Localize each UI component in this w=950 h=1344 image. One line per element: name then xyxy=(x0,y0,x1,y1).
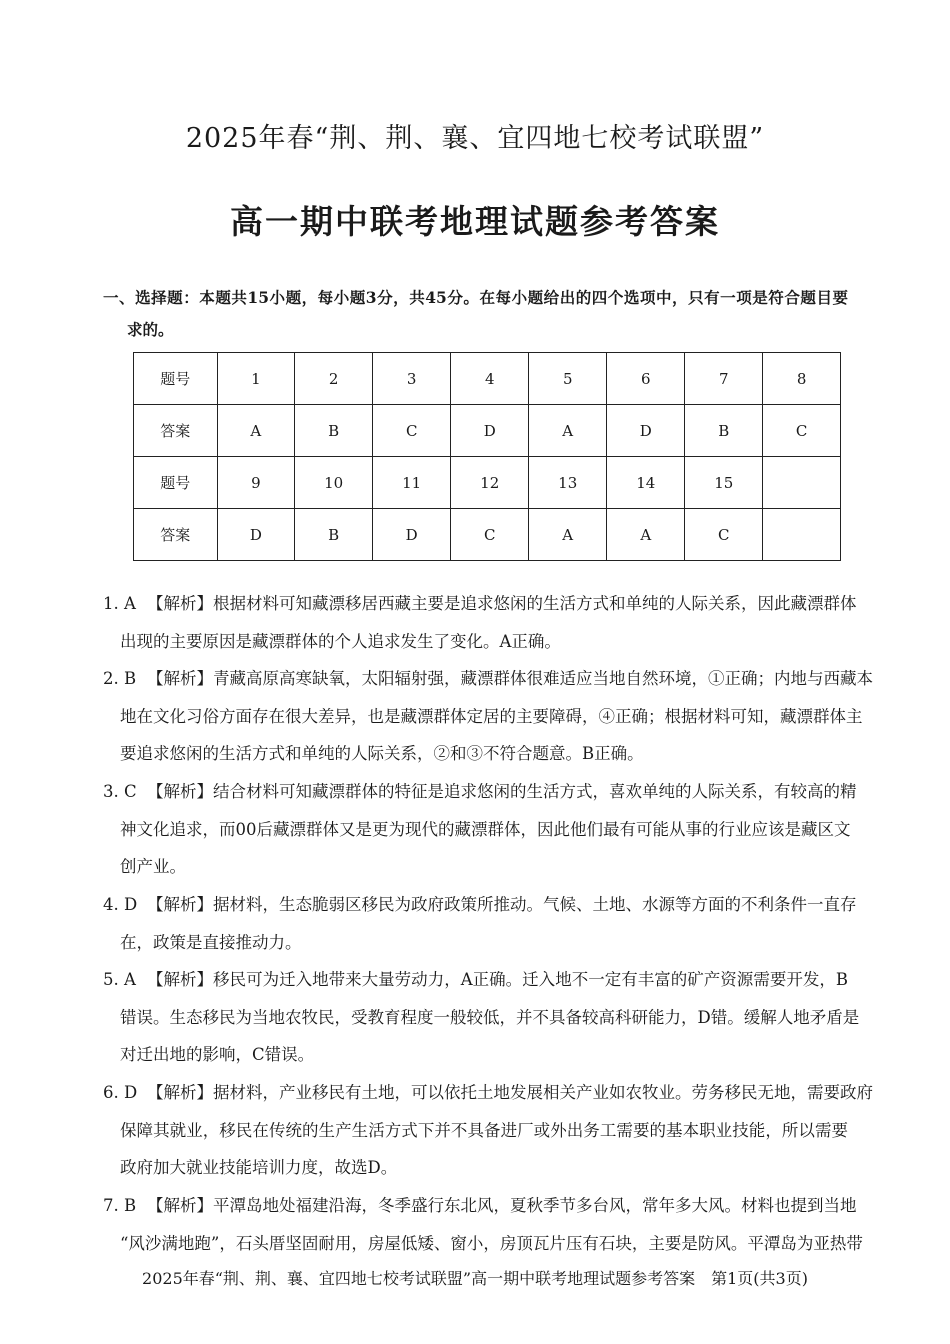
table-cell: 10 xyxy=(295,457,373,509)
explanation-text: 【解析】结合材料可知藏漂群体的特征是追求悠闲的生活方式，喜欢单纯的人际关系，有较高的精 xyxy=(147,782,857,801)
explanation-line xyxy=(103,886,857,924)
explanation-line xyxy=(103,660,873,698)
table-cell: 7 xyxy=(685,353,763,405)
table-cell: B xyxy=(295,509,373,561)
row-header-cell: 答案 xyxy=(134,509,218,561)
table-row xyxy=(134,509,841,561)
question-number: 6. D xyxy=(103,1083,138,1102)
section-heading-line1: 一、选择题：本题共15小题，每小题3分，共45分。在每小题给出的四个选项中，只有一项是符合题目要 xyxy=(103,288,848,307)
document-title: 高一期中联考地理试题参考答案 xyxy=(230,202,720,241)
page-footer: 2025年春“荆、荆、襄、宜四地七校考试联盟”高一期中联考地理试题参考答案 第1页(共3页) xyxy=(142,1269,808,1288)
table-row xyxy=(134,405,841,457)
question-number: 3. C xyxy=(103,782,137,801)
table-cell: C xyxy=(763,405,841,457)
answer-explanation xyxy=(103,773,857,886)
explanation-line xyxy=(103,1074,873,1112)
explanation-text: 【解析】据材料，生态脆弱区移民为政府政策所推动。气候、土地、水源等方面的不利条件一直存 xyxy=(147,895,857,914)
table-cell: 11 xyxy=(373,457,451,509)
table-cell: 12 xyxy=(451,457,529,509)
answer-explanation xyxy=(103,1074,873,1187)
explanation-text: 【解析】根据材料可知藏漂移居西藏主要是追求悠闲的生活方式和单纯的人际关系，因此藏漂群体 xyxy=(147,594,857,613)
table-cell: A xyxy=(607,509,685,561)
question-number: 2. B xyxy=(103,669,137,688)
section-heading xyxy=(103,282,848,346)
answer-explanation xyxy=(103,660,873,773)
table-cell: B xyxy=(685,405,763,457)
explanation-text: 【解析】平潭岛地处福建沿海，冬季盛行东北风，夏秋季节多台风，常年多大风。材料也提到当地 xyxy=(147,1196,857,1215)
table-cell: 5 xyxy=(529,353,607,405)
question-number: 1. A xyxy=(103,594,136,613)
table-cell: A xyxy=(529,509,607,561)
table-cell: C xyxy=(373,405,451,457)
explanation-line xyxy=(103,773,857,811)
table-cell: D xyxy=(607,405,685,457)
answer-explanation xyxy=(103,585,857,660)
explanation-line: 要追求悠闲的生活方式和单纯的人际关系，②和③不符合题意。B正确。 xyxy=(120,744,644,764)
table-cell: 6 xyxy=(607,353,685,405)
table-row xyxy=(134,353,841,405)
explanation-line: 保障其就业，移民在传统的生产生活方式下并不具备进厂或外出务工需要的基本职业技能，所以需要 xyxy=(120,1120,848,1140)
row-header-cell: 题号 xyxy=(134,353,218,405)
question-number: 7. B xyxy=(103,1196,137,1215)
table-cell: B xyxy=(295,405,373,457)
explanation-text: 【解析】青藏高原高寒缺氧，太阳辐射强，藏漂群体很难适应当地自然环境，①正确；内地与西藏本 xyxy=(147,669,873,688)
explanation-line xyxy=(103,1187,857,1225)
table-cell: 1 xyxy=(217,353,295,405)
table-cell: A xyxy=(529,405,607,457)
table-cell: 9 xyxy=(217,457,295,509)
table-cell: D xyxy=(451,405,529,457)
section-heading-line2: 求的。 xyxy=(127,320,174,339)
table-cell: 14 xyxy=(607,457,685,509)
answer-explanation xyxy=(103,961,860,1074)
explanation-text: 【解析】移民可为迁入地带来大量劳动力，A正确。迁入地不一定有丰富的矿产资源需要开发，B xyxy=(147,970,848,989)
table-cell: 2 xyxy=(295,353,373,405)
table-cell: D xyxy=(217,509,295,561)
table-cell: C xyxy=(451,509,529,561)
explanation-line: 地在文化习俗方面存在很大差异，也是藏漂群体定居的主要障碍，④正确；根据材料可知，藏漂群体主 xyxy=(120,706,863,726)
table-row xyxy=(134,457,841,509)
explanation-line: 出现的主要原因是藏漂群体的个人追求发生了变化。A正确。 xyxy=(120,631,561,651)
table-cell xyxy=(763,509,841,561)
table-cell: 15 xyxy=(685,457,763,509)
explanation-line: 创产业。 xyxy=(120,857,186,877)
explanation-line xyxy=(103,961,848,999)
table-cell: 3 xyxy=(373,353,451,405)
table-cell: 13 xyxy=(529,457,607,509)
explanation-line: 政府加大就业技能培训力度，故选D。 xyxy=(120,1158,398,1178)
row-header-cell: 答案 xyxy=(134,405,218,457)
table-cell: 4 xyxy=(451,353,529,405)
question-number: 4. D xyxy=(103,895,138,914)
explanation-line: 神文化追求，而00后藏漂群体又是更为现代的藏漂群体，因此他们最有可能从事的行业应该是藏区文 xyxy=(120,819,851,839)
table-cell xyxy=(763,457,841,509)
answer-explanation xyxy=(103,1187,863,1262)
table-cell: C xyxy=(685,509,763,561)
answer-table xyxy=(133,352,841,561)
question-number: 5. A xyxy=(103,970,136,989)
exam-alliance-title: 2025年春“荆、荆、襄、宜四地七校考试联盟” xyxy=(185,123,765,154)
explanation-line: 在，政策是直接推动力。 xyxy=(120,932,302,952)
table-cell: 8 xyxy=(763,353,841,405)
table-cell: D xyxy=(373,509,451,561)
row-header-cell: 题号 xyxy=(134,457,218,509)
answer-explanation xyxy=(103,886,857,961)
explanation-line xyxy=(103,585,857,623)
explanation-text: 【解析】据材料，产业移民有土地，可以依托土地发展相关产业如农牧业。劳务移民无地，需要政府 xyxy=(147,1083,873,1102)
explanation-line: 对迁出地的影响，C错误。 xyxy=(120,1045,315,1065)
explanation-line: 错误。生态移民为当地农牧民，受教育程度一般较低，并不具备较高科研能力，D错。缓解人地矛盾是 xyxy=(120,1007,860,1027)
table-cell: A xyxy=(217,405,295,457)
explanation-line: “风沙满地跑”，石头厝坚固耐用，房屋低矮、窗小，房顶瓦片压有石块，主要是防风。平潭岛为亚热带 xyxy=(120,1233,863,1253)
